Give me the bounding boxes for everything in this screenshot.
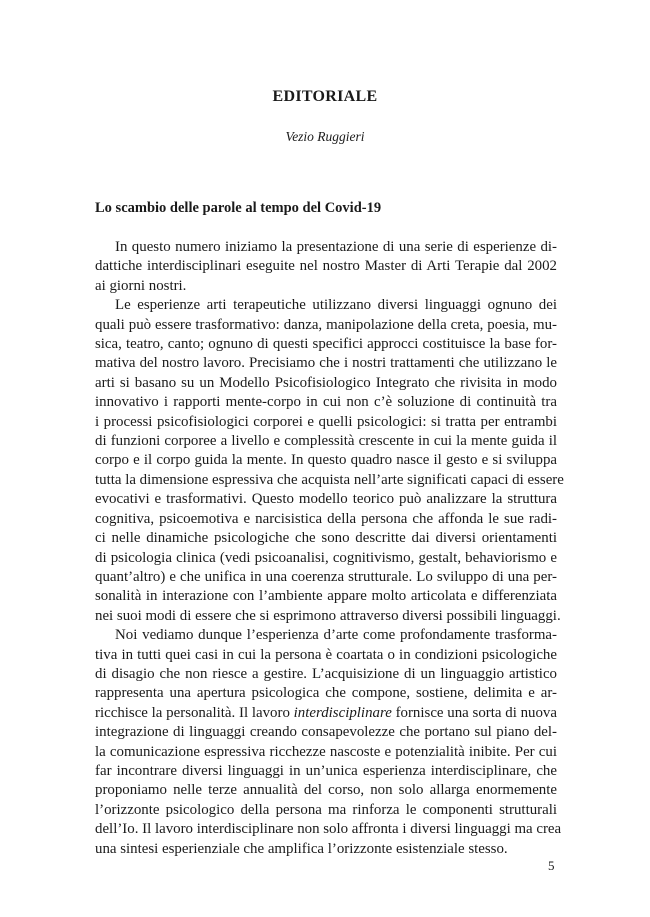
text-line: innovativo i rapporti mente-corpo in cui non c’è soluzione di continuità tra	[95, 394, 557, 411]
text-line: Noi vediamo dunque l’esperienza d’arte come profondamente trasforma-	[115, 627, 557, 644]
text-line: corpo e il corpo guida la mente. In questo quadro nasce il gesto e si sviluppa	[95, 452, 557, 469]
text-line: far incontrare diversi linguaggi in un’unica esperienza interdisciplinare, che	[95, 762, 557, 779]
text-line: ci nelle dinamiche psicologiche che sono descritte dai diversi orientamenti	[95, 530, 557, 547]
author-name: Vezio Ruggieri	[285, 129, 365, 144]
text-line: tiva in tutti quei casi in cui la persona è coartata o in condizioni psicologiche	[95, 646, 557, 663]
text-line: sica, teatro, canto; ognuno di questi specifici approcci costituisce la base for-	[95, 336, 557, 353]
text-line: Le esperienze arti terapeutiche utilizzano diversi linguaggi ognuno dei	[115, 297, 557, 314]
text-line: ai giorni nostri.	[95, 277, 187, 294]
text-line: di funzioni corporee a livello e complessità crescente in cui la mente guida il	[95, 433, 557, 450]
paragraph	[95, 626, 562, 859]
text-line: nei suoi modi di essere che si esprimono attraverso diversi possibili linguaggi.	[95, 607, 561, 624]
text-line: sonalità in interazione con l’ambiente appare molto articolata e differenziata	[95, 588, 557, 605]
text-line: cognitiva, psicoemotiva e narcisistica della persona che affonda le sue radi-	[95, 510, 557, 527]
text-line: mativa del nostro lavoro. Precisiamo che i nostri trattamenti che utilizzano le	[95, 355, 557, 372]
text-line: tutta la dimensione espressiva che acquista nell’arte significati capaci di essere	[95, 471, 564, 488]
text-line: di psicologia clinica (vedi psicoanalisi, cognitivismo, gestalt, behaviorismo e	[95, 549, 557, 566]
text-line: una sintesi esperienziale che amplifica l’orizzonte esistenziale stesso.	[95, 840, 508, 857]
italic-term: interdisciplinare	[293, 704, 392, 721]
text-line: quant’altro) e che unifica in una coerenza strutturale. Lo sviluppo di una per-	[95, 568, 557, 585]
text-line: ricchisce la personalità. Il lavoro interdisciplinare fornisce una sorta di nuova	[95, 704, 557, 721]
text-line: evocativi e trasformativi. Questo modello teorico può analizzare la struttura	[95, 491, 557, 508]
paragraph	[95, 296, 564, 626]
text-line: la comunicazione espressiva ricchezze nascoste e potenzialità inibite. Per cui	[95, 743, 557, 760]
text-line: arti si basano su un Modello Psicofisiologico Integrato che rivisita in modo	[95, 374, 557, 391]
page-title: EDITORIALE	[272, 88, 378, 105]
text-line: dattiche interdisciplinari eseguite nel nostro Master di Arti Terapie dal 2002	[95, 258, 557, 275]
page-number: 5	[548, 858, 555, 873]
text-line: integrazione di linguaggi creando consapevolezze che portano sul piano del-	[95, 724, 557, 741]
text-line: dell’Io. Il lavoro interdisciplinare non solo affronta i diversi linguaggi ma crea	[95, 821, 562, 838]
text-line: i processi psicofisiologici corporei e quelli psicologici: si tratta per entrambi	[95, 413, 557, 430]
paragraph	[95, 238, 557, 296]
text-line: quali può essere trasformativo: danza, manipolazione della creta, poesia, mu-	[95, 316, 557, 333]
text-line: In questo numero iniziamo la presentazione di una serie di esperienze di-	[115, 239, 557, 255]
text-line: di disagio che non riesce a gestire. L’acquisizione di un linguaggio artistico	[95, 665, 557, 682]
text-line: rappresenta una apertura psicologica che compone, sostiene, delimita e ar-	[95, 685, 557, 702]
section-heading: Lo scambio delle parole al tempo del Covid-19	[95, 200, 382, 216]
body-text	[95, 238, 564, 859]
text-line: l’orizzonte psicologico della persona ma rinforza le componenti strutturali	[95, 801, 557, 818]
text-line: proponiamo nelle terze annualità del corso, non solo allarga enormemente	[95, 782, 557, 799]
